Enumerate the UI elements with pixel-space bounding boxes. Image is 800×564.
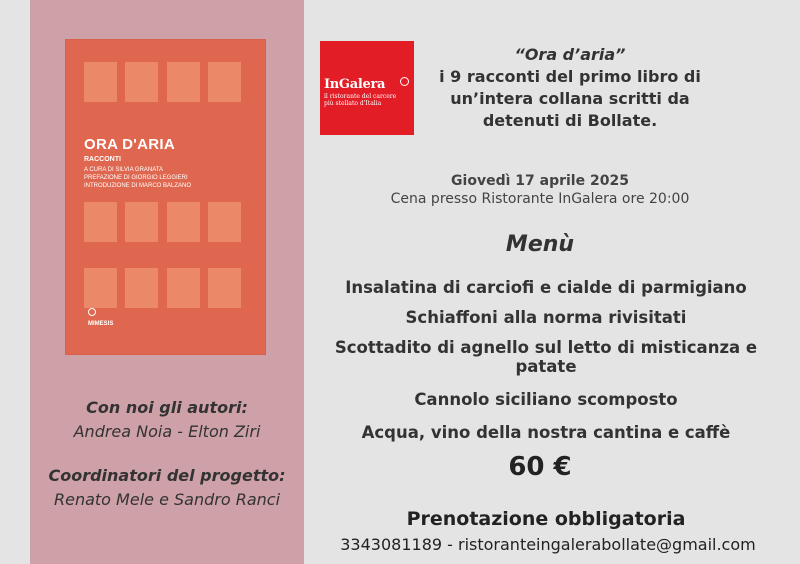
menu-item: Acqua, vino della nostra cantina e caffè xyxy=(361,423,731,442)
authors-title: Con noi gli autori: xyxy=(86,398,248,417)
cover-tile xyxy=(208,268,241,308)
coordinators-names: Renato Mele e Sandro Ranci xyxy=(53,490,281,509)
cover-tile xyxy=(125,62,158,102)
menu-item: Scottadito di agnello sul letto di misticanza e patate xyxy=(334,338,758,376)
cover-tile xyxy=(167,268,200,308)
ingalera-logo xyxy=(320,41,414,135)
book-title: ORA D'ARIA xyxy=(84,136,176,153)
logo-tagline: più stellato d'Italia xyxy=(324,100,382,107)
event-book-title: “Ora d’aria” xyxy=(514,45,626,64)
book-publisher: MIMESIS xyxy=(88,321,114,327)
cover-tile xyxy=(167,202,200,242)
logo-mark-icon xyxy=(400,77,409,86)
event-line: i 9 racconti del primo libro di xyxy=(439,67,701,86)
cover-tile xyxy=(84,202,117,242)
booking-title: Prenotazione obbligatoria xyxy=(406,508,686,530)
menu-list xyxy=(316,278,776,442)
cover-tile xyxy=(167,62,200,102)
event-line: detenuti di Bollate. xyxy=(482,111,658,130)
logo-name: InGalera xyxy=(324,77,386,92)
menu-item: Cannolo siciliano scomposto xyxy=(414,390,678,409)
cover-tile xyxy=(84,62,117,102)
event-line: un’intera collana scritti da xyxy=(450,89,690,108)
book-cover xyxy=(66,40,265,354)
menu-heading: Menù xyxy=(505,232,575,257)
menu-item: Schiaffoni alla norma rivisitati xyxy=(405,308,687,327)
cover-tile xyxy=(125,202,158,242)
book-credit: INTRODUZIONE DI MARCO BALZANO xyxy=(84,183,192,189)
book-credit: A CURA DI SILVIA GRANATA xyxy=(84,167,164,173)
booking-contact: 3343081189 - ristoranteingalerabollate@gmail.com xyxy=(340,535,756,554)
event-description xyxy=(430,44,710,132)
coordinators-title: Coordinatori del progetto: xyxy=(48,466,286,485)
book-subtitle: RACCONTI xyxy=(84,156,121,163)
cover-tile xyxy=(208,62,241,102)
book-credit: PREFAZIONE DI GIORGIO LEGGIERI xyxy=(84,175,188,181)
cover-tile xyxy=(125,268,158,308)
logo-tagline: il ristorante del carcere xyxy=(324,93,397,100)
cover-tile xyxy=(84,268,117,308)
price: 60 € xyxy=(508,452,572,482)
event-dinner: Cena presso Ristorante InGalera ore 20:00 xyxy=(390,191,690,207)
cover-tile xyxy=(208,202,241,242)
publisher-logo-icon xyxy=(88,308,96,316)
authors-names: Andrea Noia - Elton Ziri xyxy=(73,422,261,441)
event-date: Giovedì 17 aprile 2025 xyxy=(451,173,629,189)
menu-item: Insalatina di carciofi e cialde di parmigiano xyxy=(345,278,747,297)
